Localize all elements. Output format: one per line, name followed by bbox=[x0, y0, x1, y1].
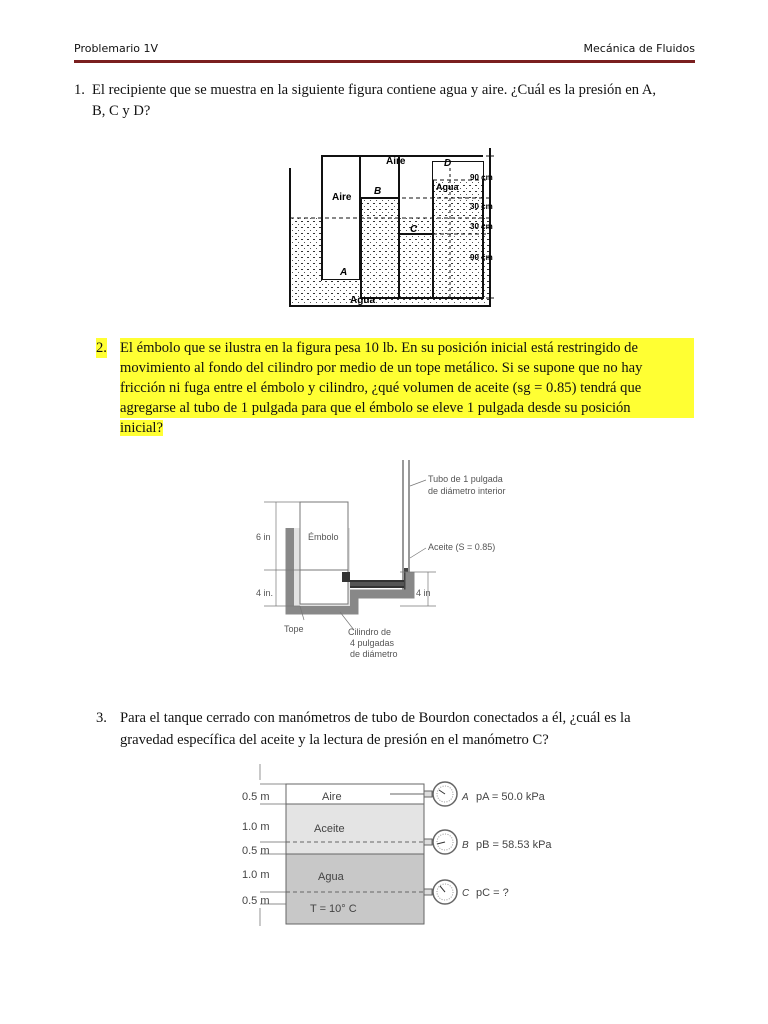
label-aceite: Aceite bbox=[314, 823, 345, 835]
point-d-label: D bbox=[444, 158, 452, 169]
question-text-line: agregarse al tubo de 1 pulgada para que el émbolo se eleve 1 pulgada desde su posición bbox=[120, 398, 694, 418]
label-agua: Agua bbox=[318, 871, 344, 883]
pressure-b-label: pB = 58.53 kPa bbox=[476, 839, 552, 851]
label-aire: Aire bbox=[322, 791, 342, 803]
dim-label: 4 in bbox=[416, 588, 431, 598]
gauge-c-label: C bbox=[462, 888, 470, 899]
dim-label: 0.5 m bbox=[242, 845, 270, 857]
tube-label: Tubo de 1 pulgada bbox=[428, 474, 503, 484]
question-text-line: El émbolo que se ilustra en la figura pesa 10 lb. En su posición inicial está restringido de bbox=[120, 338, 694, 358]
dim-label: 1.0 m bbox=[242, 821, 270, 833]
question-text-line: B, C y D? bbox=[92, 103, 151, 119]
pressure-a-label: pA = 50.0 kPa bbox=[476, 791, 545, 803]
label-agua-bottom: Agua bbox=[350, 295, 375, 306]
dim-label: 30 cm bbox=[470, 202, 493, 211]
question-text-line: fricción ni fuga entre el émbolo y cilindro, ¿qué volumen de aceite (sg = 0.85) tendrá que bbox=[120, 378, 694, 398]
question-number: 2. bbox=[96, 340, 107, 356]
label-agua-right: Agua bbox=[436, 182, 459, 192]
cylinder-label: de diámetro bbox=[350, 649, 398, 659]
figure-3-tank-diagram bbox=[238, 762, 552, 930]
header-rule bbox=[74, 60, 695, 63]
gauge-a-label: A bbox=[462, 792, 469, 803]
question-text-line: El recipiente que se muestra en la siguiente figura contiene agua y aire. ¿Cuál es la presión en A, bbox=[92, 82, 657, 98]
cylinder-label: Cilindro de bbox=[348, 627, 392, 637]
question-text-line: Para el tanque cerrado con manómetros de tubo de Bourdon conectados a él, ¿cuál es la bbox=[120, 710, 631, 726]
pressure-c-label: pC = ? bbox=[476, 887, 509, 899]
oil-label: Aceite (S = 0.85) bbox=[428, 542, 496, 552]
figure-1-container-diagram bbox=[288, 148, 510, 314]
cylinder-label: 4 pulgadas bbox=[350, 638, 395, 648]
question-number: 3. bbox=[96, 710, 107, 726]
label-temperature: T = 10° C bbox=[310, 903, 357, 915]
dim-label: 0.5 m bbox=[242, 895, 270, 907]
point-c-label: C bbox=[410, 224, 418, 235]
label-aire-left: Aire bbox=[332, 192, 352, 203]
question-number: 1. bbox=[74, 82, 85, 98]
question-text-line: movimiento al fondo del cilindro por medio de un tope metálico. Si se supone que no hay bbox=[120, 358, 694, 378]
piston-label: Émbolo bbox=[308, 532, 339, 542]
point-a-label: A bbox=[340, 267, 348, 278]
tube-label: de diámetro interior bbox=[428, 486, 506, 496]
header-right: Mecánica de Fluidos bbox=[583, 42, 695, 55]
gauge-b-label: B bbox=[462, 840, 469, 851]
dim-label: 0.5 m bbox=[242, 791, 270, 803]
question-body bbox=[120, 338, 694, 438]
page-header bbox=[74, 42, 695, 58]
dim-label: 90 cm bbox=[470, 173, 493, 182]
figure-2-piston-diagram bbox=[250, 460, 522, 665]
dim-label: 4 in. bbox=[256, 588, 274, 598]
point-b-label: B bbox=[374, 186, 382, 197]
stop-label: Tope bbox=[284, 624, 304, 634]
dim-label: 90 cm bbox=[470, 253, 493, 262]
dim-label: 1.0 m bbox=[242, 869, 270, 881]
label-aire-top: Aire bbox=[386, 156, 406, 167]
dim-label: 6 in bbox=[256, 532, 271, 542]
question-text-line: gravedad específica del aceite y la lectura de presión en el manómetro C? bbox=[120, 732, 549, 748]
header-left: Problemario 1V bbox=[74, 42, 159, 55]
dim-label: 30 cm bbox=[470, 222, 493, 231]
question-text-line: inicial? bbox=[120, 420, 163, 436]
